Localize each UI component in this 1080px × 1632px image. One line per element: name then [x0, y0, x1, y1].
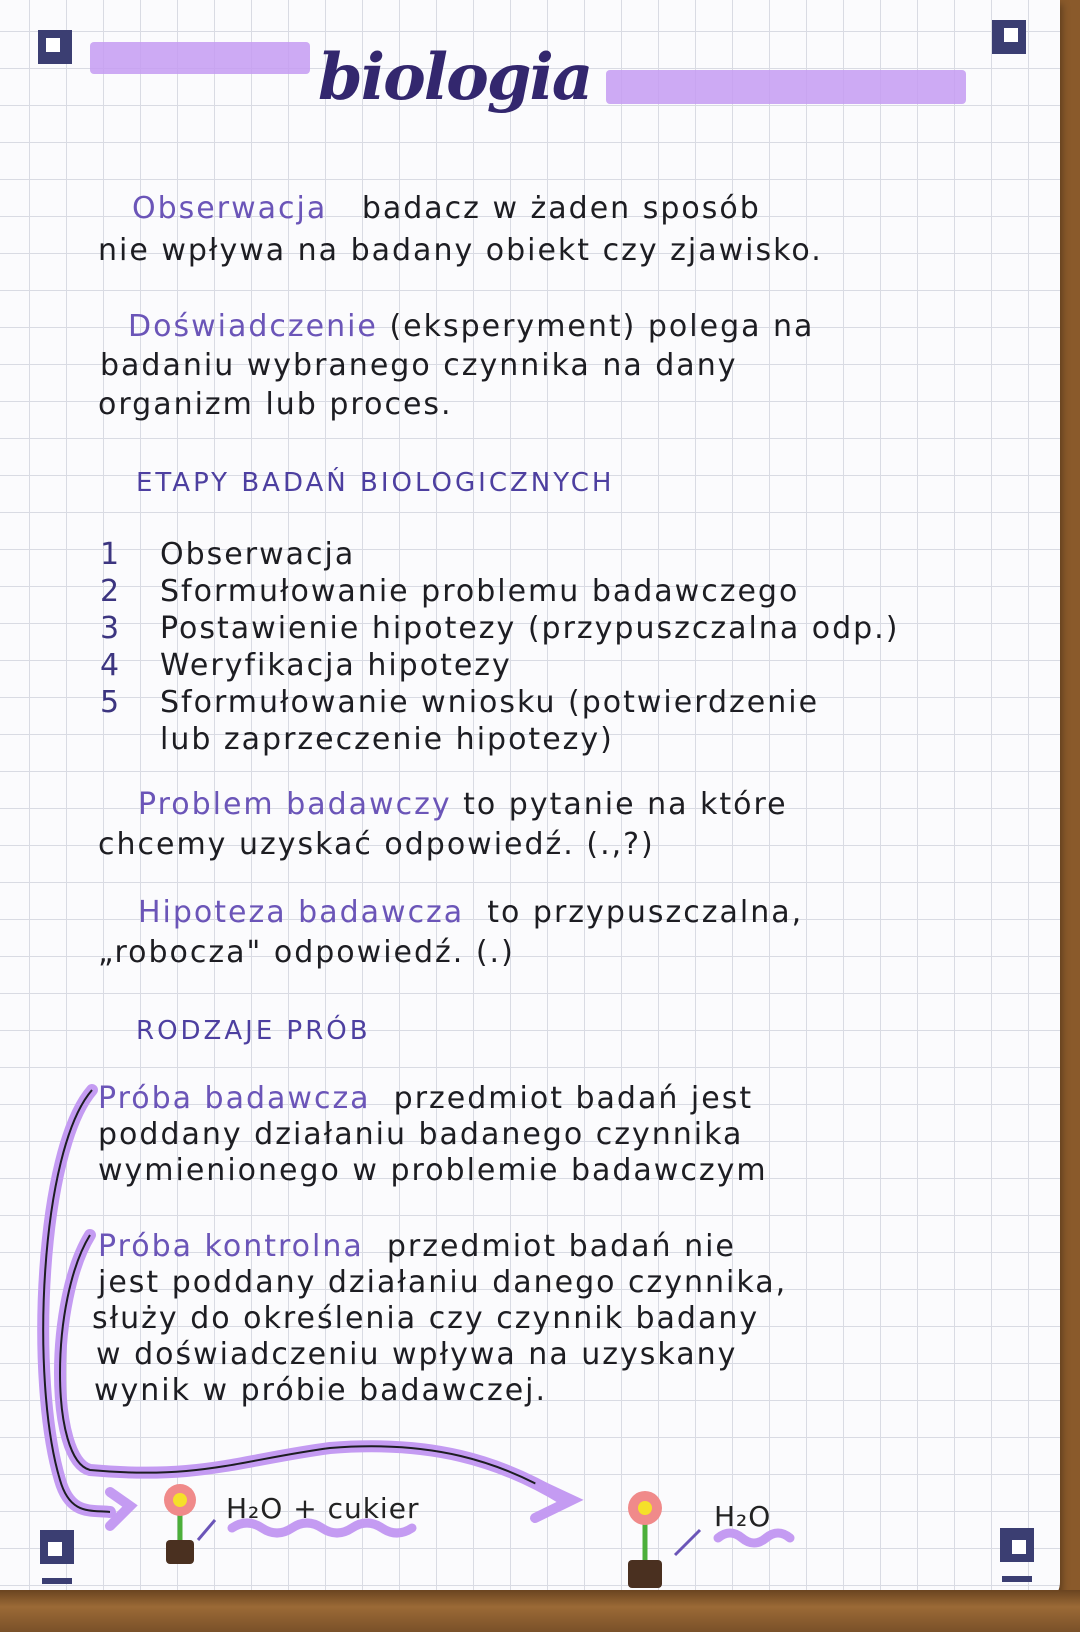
definition-text: badacz w żaden sposób [361, 191, 761, 226]
definition-text: (eksperyment) polega na [389, 309, 815, 344]
term-hipoteza-badawcza: Hipoteza badawcza [138, 895, 465, 930]
rodzaje-heading: RODZAJE PRÓB [136, 1016, 371, 1046]
list-item-continuation: lub zaprzeczenie hipotezy) [160, 722, 614, 757]
list-item: 3 Postawienie hipotezy (przypuszczalna odp.) [100, 611, 900, 646]
definition-text: to przypuszczalna, [487, 895, 804, 930]
flower-pot-icon [164, 1484, 196, 1564]
term-proba-kontrolna: Próba kontrolna [98, 1229, 364, 1264]
label-water: H₂O [714, 1500, 772, 1533]
hipoteza-line-2: „robocza" odpowiedź. (.) [98, 935, 515, 970]
list-item: 5 Sformułowanie wniosku (potwierdzenie [100, 685, 820, 720]
etapy-heading: ETAPY BADAŃ BIOLOGICZNYCH [136, 468, 615, 498]
definition-text: przedmiot badań nie [386, 1229, 736, 1264]
proba-badawcza-line-3: wymienionego w problemie badawczym [98, 1153, 768, 1188]
term-proba-badawcza: Próba badawcza [98, 1081, 371, 1116]
obserwacja-line-2: nie wpływa na badany obiekt czy zjawisko. [98, 233, 823, 268]
page-title: biologia [318, 40, 592, 115]
list-item: 4 Weryfikacja hipotezy [100, 648, 512, 683]
term-doswiadczenie: Doświadczenie [128, 309, 378, 344]
proba-kontrolna-line-5: wynik w próbie badawczej. [94, 1373, 548, 1408]
doswiadczenie-line-3: organizm lub proces. [98, 387, 453, 422]
list-item: 2 Sformułowanie problemu badawczego [100, 574, 800, 609]
flower-pot-icon [628, 1491, 662, 1588]
term-problem-badawczy: Problem badawczy [138, 787, 452, 822]
proba-kontrolna-line-4: w doświadczeniu wpływa na uzyskany [96, 1337, 738, 1372]
label-water-sugar: H₂O + cukier [226, 1492, 420, 1525]
term-obserwacja: Obserwacja [132, 191, 328, 226]
proba-kontrolna-line-3: służy do określenia czy czynnik badany [92, 1301, 760, 1336]
definition-text: to pytanie na które [463, 787, 788, 822]
wooden-desk-background [0, 1590, 1080, 1632]
proba-kontrolna-line-2: jest poddany działaniu danego czynnika, [98, 1265, 788, 1300]
definition-text: przedmiot badań jest [393, 1081, 754, 1116]
doswiadczenie-line-2: badaniu wybranego czynnika na dany [100, 348, 738, 383]
proba-badawcza-line-2: poddany działaniu badanego czynnika [98, 1117, 744, 1152]
problem-line-2: chcemy uzyskać odpowiedź. (.,?) [98, 827, 655, 862]
list-item: 1 Obserwacja [100, 537, 356, 572]
